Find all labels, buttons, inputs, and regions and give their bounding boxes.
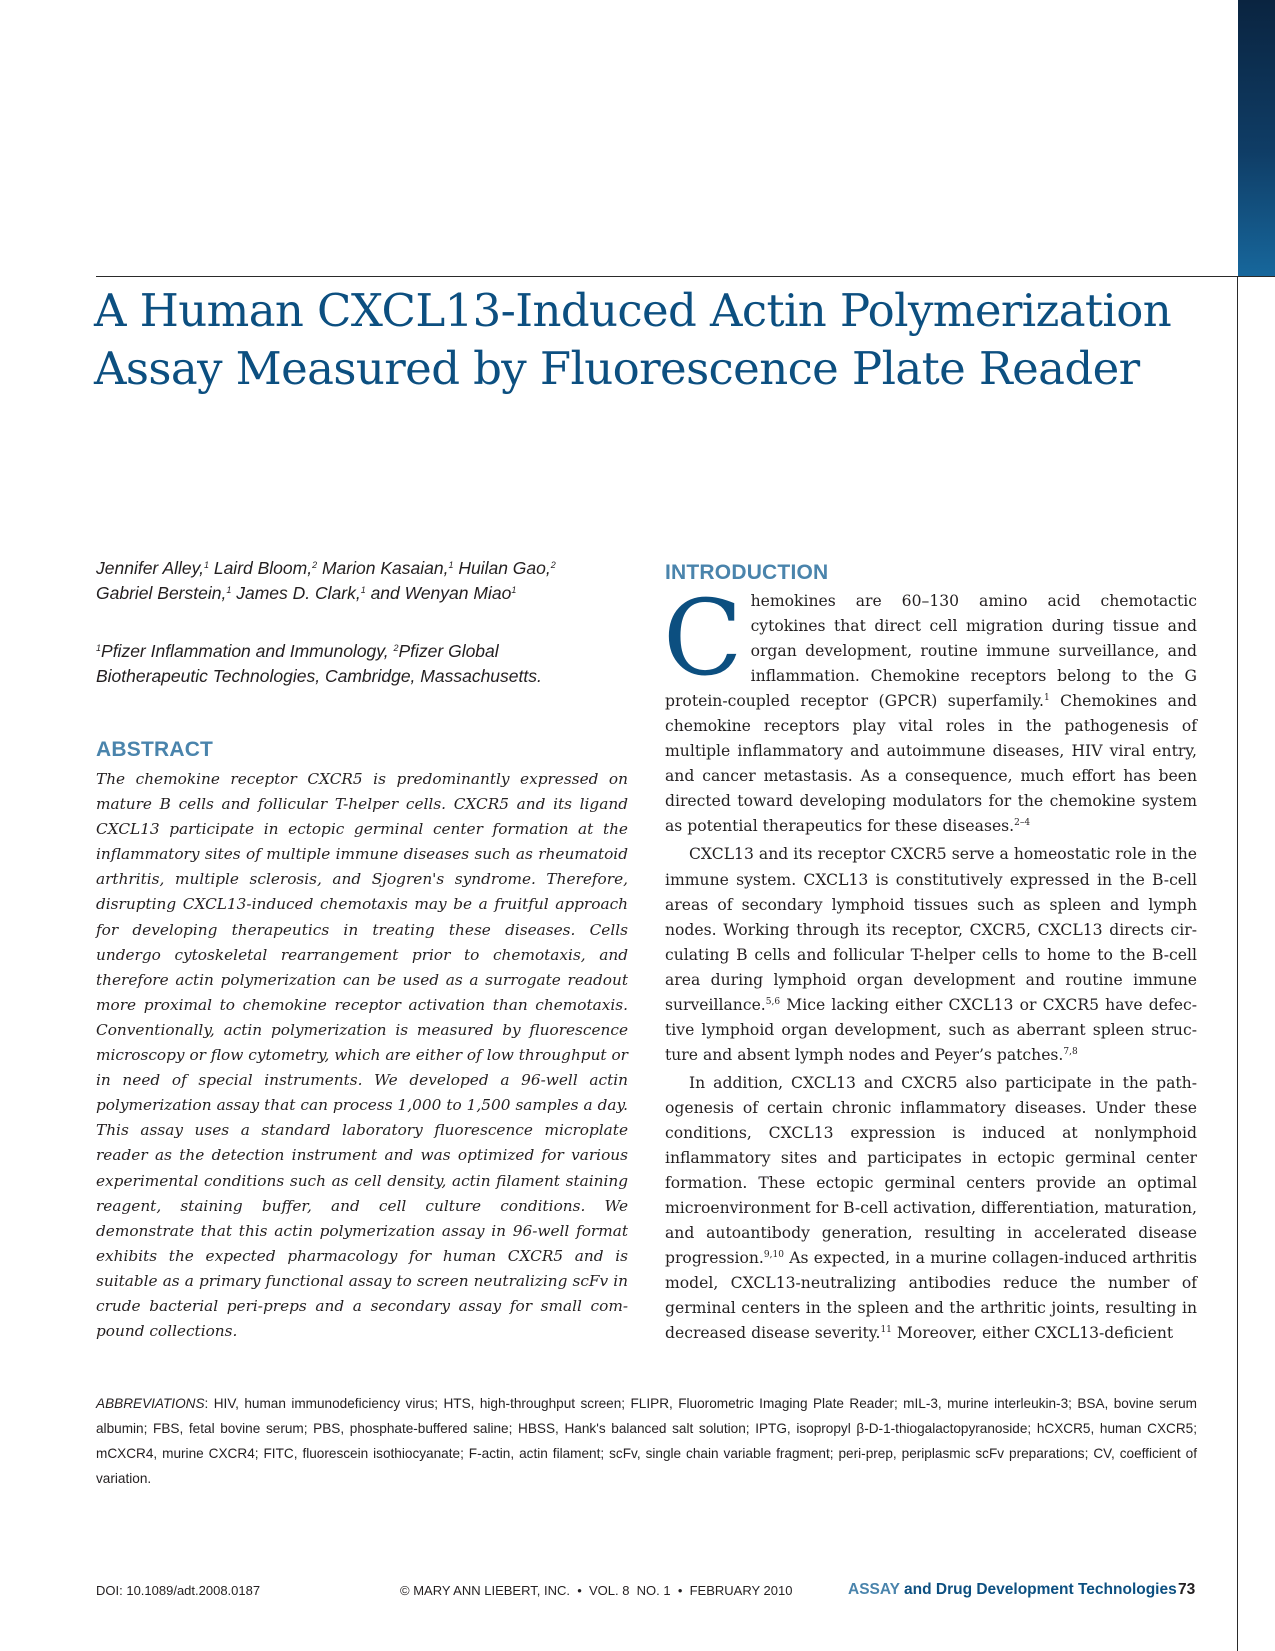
citation-ref: 11 xyxy=(880,1325,892,1336)
affil-text: Pfizer Inflammation and Immunology, xyxy=(101,641,394,661)
intro-paragraph-2 xyxy=(665,842,1197,1067)
intro-paragraph-3 xyxy=(665,1071,1197,1347)
article-title xyxy=(94,282,1224,398)
intro-paragraph-1 xyxy=(663,577,1197,839)
affiliations xyxy=(96,639,636,689)
affil-text: Pfizer Global xyxy=(398,641,499,661)
publisher-info: © MARY ANN LIEBERT, INC. • VOL. 8 NO. 1 • FEBRUARY 2010 xyxy=(400,1583,793,1598)
paragraph-text: As expected, in a murine collagen-induced arthritis model, CXCL13-neutralizing antibodies reduce the number of germinal centers in the spleen and the arthritic joints, resulting in decreased disease severity. xyxy=(665,1249,1197,1343)
author-affil-mark: 1 xyxy=(360,585,366,595)
introduction-heading: INTRODUCTION xyxy=(665,561,829,584)
author-name: Huilan Gao, xyxy=(453,558,551,578)
author-list xyxy=(96,556,636,606)
author-affil-mark: 1 xyxy=(226,585,232,595)
title-line-2: Assay Measured by Fluorescence Plate Reader xyxy=(94,342,1140,395)
author-name: James D. Clark, xyxy=(231,583,361,603)
paragraph-text: In addition, CXCL13 and CXCR5 also participate in the pathogenesis of certain chronic inflammatory diseases. Under these conditions, CXCL13 expression is induced at nonlymphoid inflammatory sites and participates in ectopic germinal center formation. These ectopic germinal centers provide an optimal microenvironment for B-cell activation, differentiation, maturation, and autoantibody generation, resulting in accelerated disease progression. xyxy=(665,1073,1197,1268)
abbreviations-label: ABBREVIATIONS xyxy=(96,1396,205,1411)
author-affil-mark: 1 xyxy=(448,560,454,570)
paragraph-text: Chemokines and chemokine receptors play vital roles in the pathogenesis of multiple inflammatory and autoimmune diseases, HIV viral entry, and cancer metastasis. As a consequence, much effort has been directed toward developing modulators for the chemokine system as potential therapeutics for these diseases. xyxy=(665,692,1197,836)
header-rule xyxy=(96,276,1275,277)
corner-color-band xyxy=(1238,0,1275,276)
title-line-1: A Human CXCL13-Induced Actin Polymerization xyxy=(94,284,1172,337)
journal-name-assay: ASSAY xyxy=(848,1581,900,1598)
paragraph-text: CXCL13 and its receptor CXCR5 serve a homeostatic role in the immune system. CXCL13 is constitutively expressed in the B-cell areas of secondary lymphoid tissues such as spleen and lymph nodes. Working through its receptor, CXCR5, CXCL13 directs circulating B cells and follicular T-helper cells to home to the B-cell area during lymphoid organ development and routine immune surveillance. xyxy=(665,845,1197,1014)
abstract-heading: ABSTRACT xyxy=(96,738,214,761)
citation-ref: 5,6 xyxy=(765,996,781,1007)
abstract-text: The chemokine receptor CXCR5 is predominantly expressed on mature B cells and follicular T-helper cells. CXCR5 and its ligand CXCL13 participate in ectopic germinal center formation at the inflammatory sites of multiple immune diseases such as rheumatoid arthritis, multiple sclerosis, and Sjogren's syndrome. Therefore, disrupting CXCL13-induced chemotaxis may be a fruitful approach for developing therapeutics in treating these diseases. Cells undergo cytoskeletal rearrangement prior to chemotaxis, and therefore actin polymerization can be used as a surrogate readout more proximal to chemokine receptor activation than chemotaxis. Conventionally, actin polymerization is measured by fluorescence microscopy or flow cytometry, which are either of low throughput or in need of special instruments. We developed a 96-well actin polymerization assay that can process 1,000 to 1,500 samples a day. This assay uses a standard laboratory fluorescence microplate reader as the detection instrument and was optimized for various experimental conditions such as cell density, actin filament staining reagent, staining buffer, and cell culture conditions. We demonstrate that this actin polymerization assay in 96-well format exhibits the expected pharmacology for human CXCR5 and is suitable as a primary functional assay to screen neutralizing scFv in crude bacterial peri-preps and a secondary assay for small compound collections. xyxy=(96,770,628,1341)
journal-name-rest: and Drug Development Technologies xyxy=(899,1581,1177,1598)
doi-text: DOI: 10.1089/adt.2008.0187 xyxy=(96,1583,261,1598)
introduction-body xyxy=(663,577,1197,1346)
affil-mark: 2 xyxy=(393,643,399,653)
paragraph-text: Moreover, either CXCL13-deficient xyxy=(891,1324,1174,1343)
author-affil-mark: 1 xyxy=(203,560,209,570)
citation-ref: 2–4 xyxy=(1014,818,1031,829)
author-affil-mark: 2 xyxy=(312,560,318,570)
paragraph-text: hemokines are 60–130 amino acid chemotactic cytokines that direct cell migration during tissue and organ development, routine immune surveillance, and inflammation. Chemokine receptors belong to the G protein-coupled receptor (GPCR) superfamily. xyxy=(665,592,1197,711)
author-affil-mark: 2 xyxy=(550,560,556,570)
author-name: Marion Kasaian, xyxy=(317,558,449,578)
citation-ref: 7,8 xyxy=(1063,1046,1078,1057)
abbreviations xyxy=(96,1391,1197,1491)
author-name: Laird Bloom, xyxy=(208,558,313,578)
affil-mark: 1 xyxy=(96,643,102,653)
citation-ref: 9,10 xyxy=(763,1250,784,1261)
author-name: Jennifer Alley, xyxy=(96,558,204,578)
drop-cap: C xyxy=(663,577,743,699)
margin-rule xyxy=(1237,276,1238,1651)
author-name: and Wenyan Miao xyxy=(365,583,512,603)
journal-name xyxy=(848,1581,1177,1599)
abbreviations-text: : HIV, human immunodeficiency virus; HTS, high-throughput screen; FLIPR, Fluorometric Imaging Plate Reader; mIL-3, murine interleukin-3; BSA, bovine serum albumin; FBS, fetal bovine serum; PBS, phosphate-buffered saline; HBSS, Hank's balanced salt solution; IPTG, isopropyl β-D-1-thiogalactopyranoside; hCXCR5, human CXCR5; mCXCR4, murine CXCR4; FITC, fluorescein isothiocyanate; F-actin, actin filament; scFv, single chain variable fragment; peri-prep, periplasmic scFv preparations; CV, coefficient of variation. xyxy=(96,1396,1197,1486)
citation-ref: 1 xyxy=(1044,693,1050,704)
author-affil-mark: 1 xyxy=(511,585,517,595)
author-name: Gabriel Berstein, xyxy=(96,583,227,603)
page-number: 73 xyxy=(1178,1581,1196,1598)
affil-text: Biotherapeutic Technologies, Cambridge, Massachusetts. xyxy=(96,666,542,686)
page-footer xyxy=(0,1583,1275,1605)
paragraph-text: Mice lacking either CXCL13 or CXCR5 have defective lymphoid organ development, such as aberrant spleen structure and absent lymph nodes and Peyer’s patches. xyxy=(665,995,1197,1064)
